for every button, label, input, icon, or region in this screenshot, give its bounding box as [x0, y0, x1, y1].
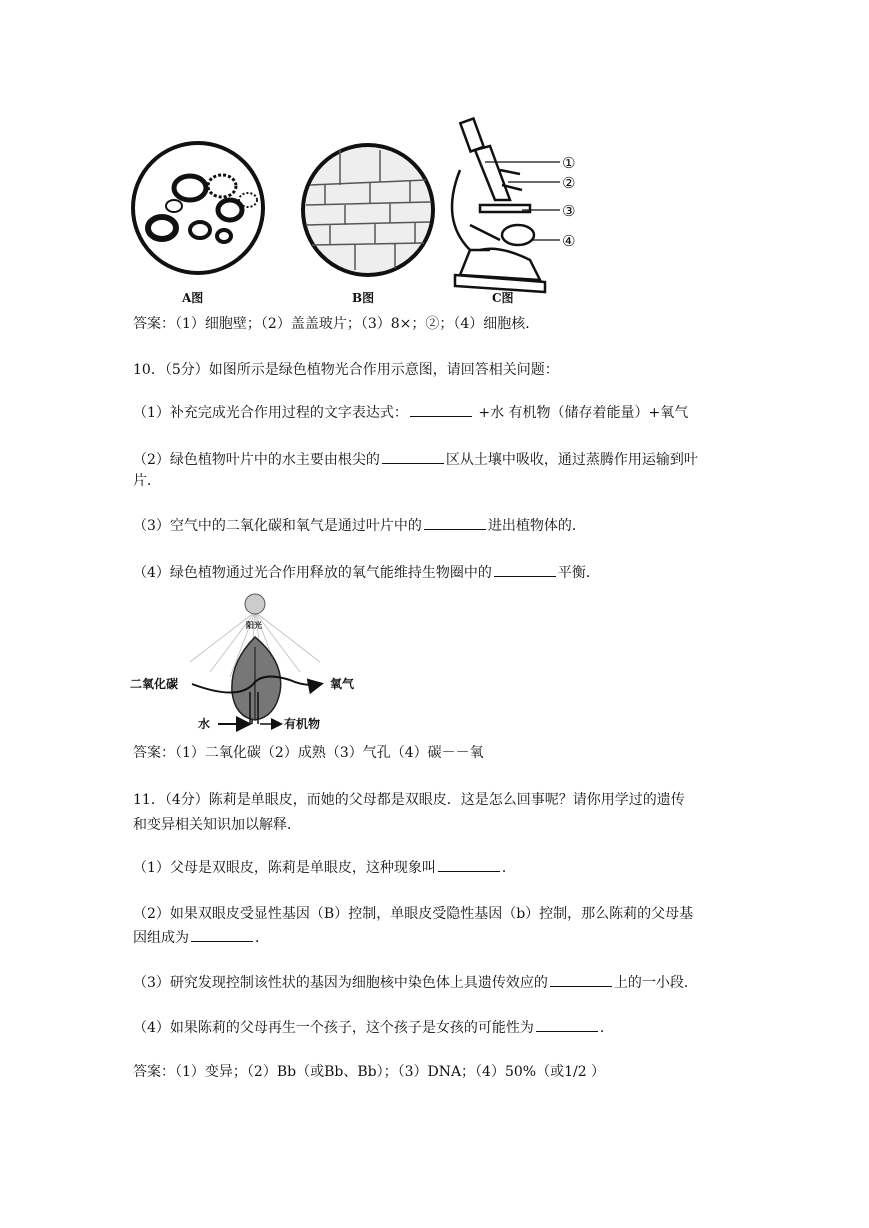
- marker-3: ③: [562, 202, 576, 220]
- q10-part2-cont: 片．: [133, 473, 161, 489]
- q11-title-a: 11．（4分）陈莉是单眼皮，而她的父母都是双眼皮．这是怎么回事呢？请你用学过的遗传: [133, 792, 685, 808]
- q10-title: 10．（5分）如图所示是绿色植物光合作用示意图，请回答相关问题：: [133, 362, 559, 378]
- q10-blank-1[interactable]: [410, 402, 472, 417]
- leaf-icon: [232, 637, 281, 720]
- marker-2: ②: [562, 174, 576, 192]
- organic-label: 有机物: [284, 717, 321, 731]
- sun-label: 阳光: [246, 621, 262, 630]
- label-a: A图: [182, 291, 204, 305]
- q11-blank-3[interactable]: [550, 972, 612, 987]
- co2-label: 二氧化碳: [130, 677, 179, 691]
- marker-4: ④: [562, 232, 576, 250]
- photosynthesis-figure: [130, 592, 390, 734]
- q10-part1: （1）补充完成光合作用过程的文字表达式： +水 有机物（储存着能量）+氧气: [133, 402, 688, 423]
- water-label: 水: [198, 717, 211, 731]
- label-c: C图: [492, 291, 514, 305]
- q11-blank-2[interactable]: [191, 927, 253, 942]
- q11-part3: （3）研究发现控制该性状的基因为细胞核中染色体上具遗传效应的 上的一小段．: [133, 972, 698, 993]
- q11-blank-1[interactable]: [438, 857, 500, 872]
- sun-icon: [245, 594, 265, 614]
- marker-1: ①: [562, 154, 576, 172]
- q11-part2-cont: 因组成为 ．: [133, 927, 269, 948]
- q10-blank-3[interactable]: [424, 515, 486, 530]
- q10-blank-2[interactable]: [382, 449, 444, 464]
- q9-answer: 答案：（1）细胞壁；（2）盖盖玻片；（3）8×；②；（4）细胞核．: [133, 316, 540, 332]
- q10-blank-4[interactable]: [494, 562, 556, 577]
- q11-blank-4[interactable]: [536, 1017, 598, 1032]
- microscope-drawing: [452, 119, 545, 292]
- microscope-figure: [130, 110, 590, 310]
- q11-title-b: 和变异相关知识加以解释．: [133, 817, 301, 833]
- q11-part1: （1）父母是双眼皮，陈莉是单眼皮，这种现象叫 ．: [133, 857, 516, 878]
- q10-part4: （4）绿色植物通过光合作用释放的氧气能维持生物圈中的 平衡．: [133, 562, 600, 583]
- q11-part2: （2）如果双眼皮受显性基因（B）控制，单眼皮受隐性基因（b）控制，那么陈莉的父母基: [133, 906, 694, 922]
- q11-answer: 答案：（1）变异；（2）Bb（或Bb、Bb）；（3）DNA；（4）50%（或1/2 ）: [133, 1064, 606, 1080]
- q11-part4: （4）如果陈莉的父母再生一个孩子，这个孩子是女孩的可能性为 ．: [133, 1017, 614, 1038]
- cell-view-b: [303, 145, 433, 275]
- q10-part2: （2）绿色植物叶片中的水主要由根尖的 区从土壤中吸收，通过蒸腾作用运输到叶: [133, 449, 698, 470]
- label-b: B图: [352, 291, 375, 305]
- o2-label: 氧气: [330, 677, 355, 691]
- q10-answer: 答案：（1）二氧化碳（2）成熟（3）气孔（4）碳－－氧: [133, 745, 484, 761]
- q10-part3: （3）空气中的二氧化碳和氧气是通过叶片中的 进出植物体的．: [133, 515, 586, 536]
- cell-view-a: [133, 143, 263, 273]
